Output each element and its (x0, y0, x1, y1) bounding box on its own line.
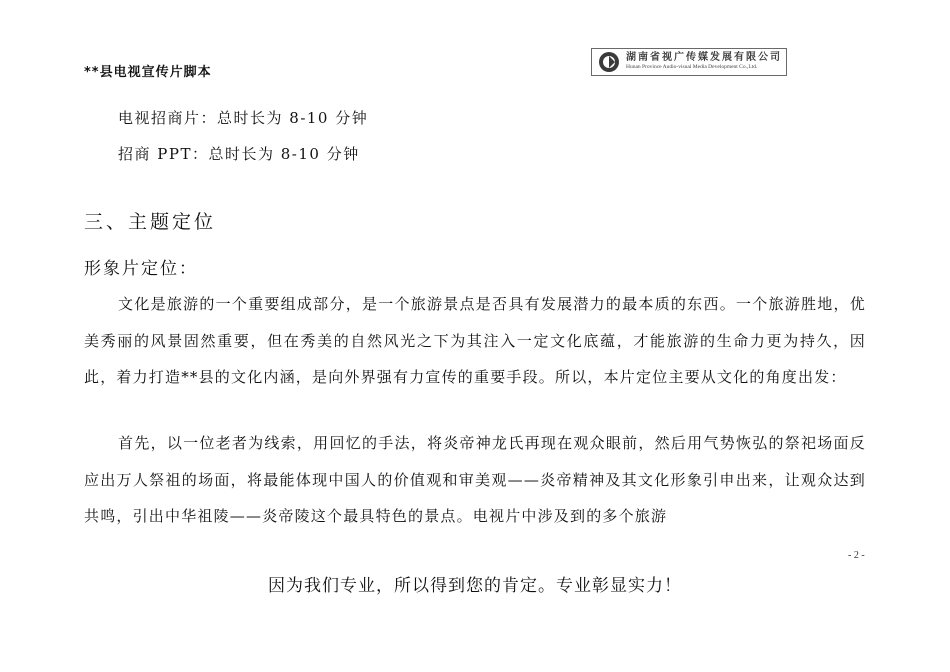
company-logo (591, 48, 787, 76)
paragraph-2 (84, 425, 866, 535)
section-subheading: 形象片定位： (84, 259, 198, 279)
company-logo-icon (598, 51, 620, 73)
logo-name-cn: 湖南省视广传媒发展有限公司 (626, 52, 782, 64)
logo-name-en: Hunan Province Audio-visual Media Development Co.,Ltd. (626, 64, 758, 71)
section-heading: 三、主题定位 (84, 211, 217, 233)
footer-slogan: 因为我们专业，所以得到您的肯定。专业彰显实力！ (268, 576, 682, 596)
tv-ad-duration-line: 电视招商片：总时长为 8-10 分钟 (118, 109, 369, 127)
paragraph-1 (84, 286, 866, 396)
page-number: - 2 - (848, 550, 865, 561)
paragraph-2-text: 首先，以一位老者为线索，用回忆的手法，将炎帝神龙氏再现在观众眼前，然后用气势恢弘的祭祀场面反应出万人祭祖的场面，将最能体现中国人的价值观和审美观——炎帝精神及其文化形象引申出来，让观众达到共鸣，引出中华祖陵——炎帝陵这个最具特色的景点。电视片中涉及到的多个旅游 (84, 434, 866, 525)
ppt-duration-line: 招商 PPT：总时长为 8-10 分钟 (118, 145, 360, 163)
paragraph-1-text: 文化是旅游的一个重要组成部分，是一个旅游景点是否具有发展潜力的最本质的东西。一个旅游胜地，优美秀丽的风景固然重要，但在秀美的自然风光之下为其注入一定文化底蕴，才能旅游的生命力更为持久，因此，着力打造**县的文化内涵，是向外界强有力宣传的重要手段。所以，本片定位主要从文化的角度出发： (84, 295, 866, 386)
header-title: **县电视宣传片脚本 (84, 65, 212, 80)
